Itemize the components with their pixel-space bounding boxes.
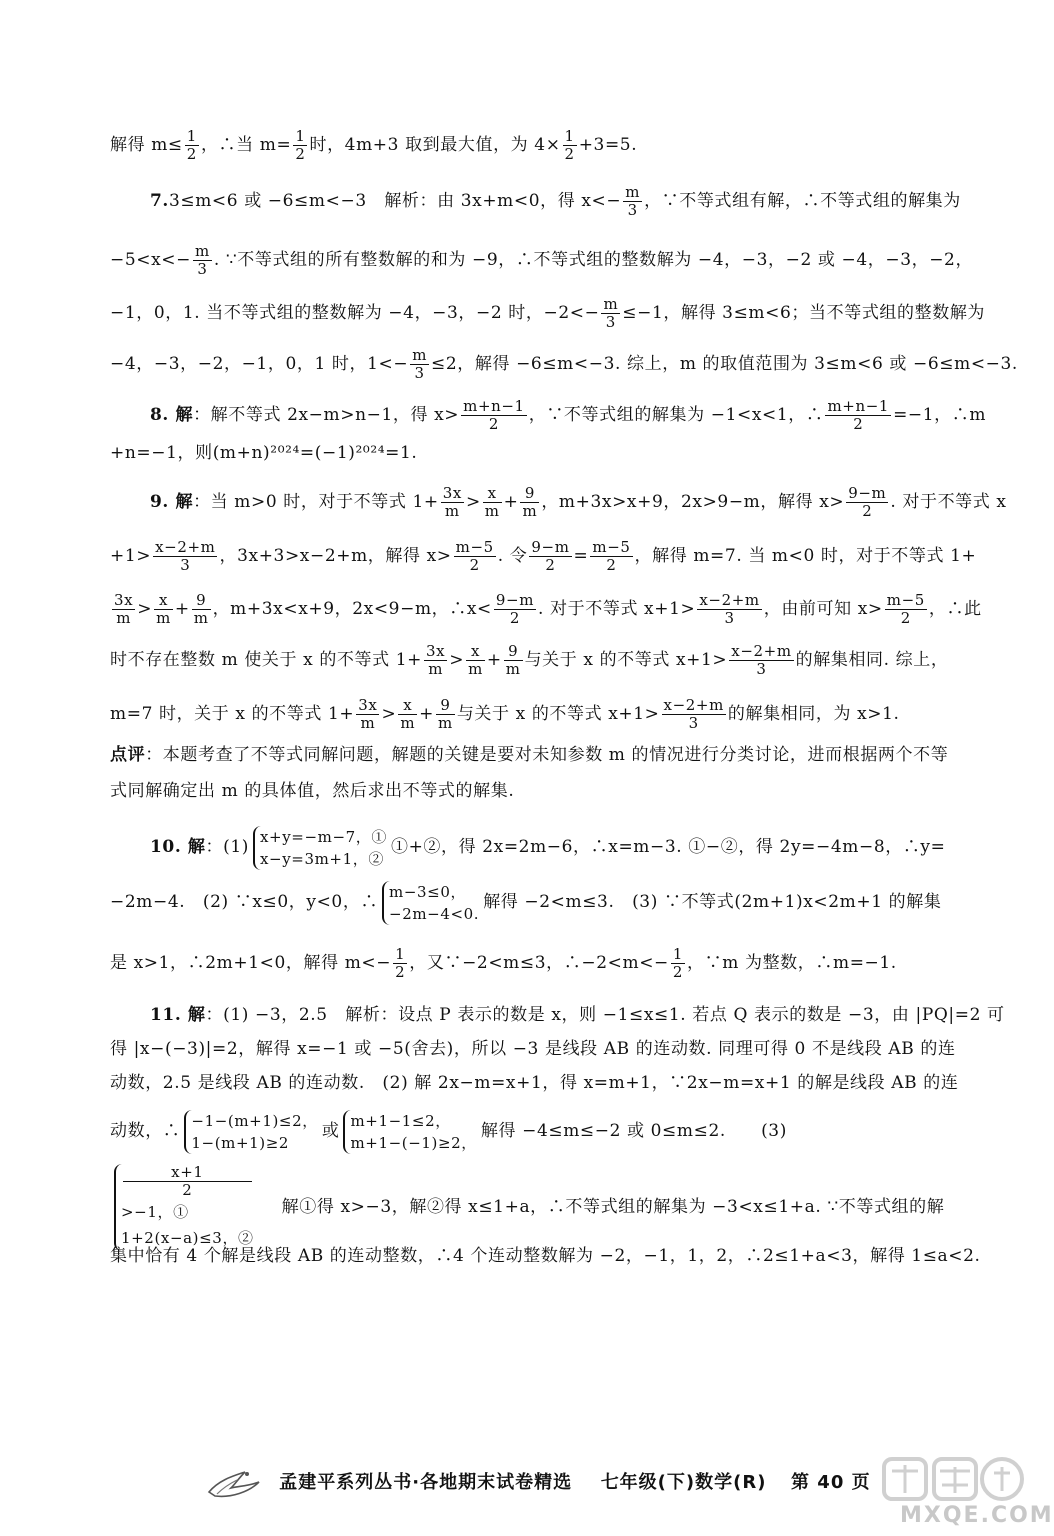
equation-system: [253, 826, 387, 870]
text: ，3x+3>x−2+m，解得 x>: [219, 546, 452, 566]
fraction: [590, 539, 632, 574]
denominator: 2: [295, 145, 306, 163]
problem-11-line-5: [110, 1163, 972, 1247]
watermark-text: MXQE.COM: [900, 1503, 1054, 1528]
text: ①+②，得 2x=2m−6，∴x=m−3. ①−②，得 2y=−4m−8，∴y=: [390, 837, 946, 857]
text: ，∵不等式组的解集为 −1<x<1，∴: [528, 405, 824, 425]
text: 解得 m≤: [110, 135, 183, 155]
comment-line-1: [110, 742, 972, 768]
numerator: m−5: [455, 538, 494, 556]
numerator: 1: [186, 127, 197, 145]
page-number: 第 40 页: [791, 1472, 871, 1493]
denominator: 2: [564, 145, 575, 163]
problem-10-line-2: [110, 875, 972, 929]
denominator: 2: [182, 1181, 193, 1199]
grade-subject: 七年级(下)数学(R): [600, 1472, 767, 1493]
fraction: [623, 184, 642, 219]
text: 动数，∴: [110, 1121, 181, 1141]
text: ，m+3x<x+9，2x<9−m，∴x<: [212, 599, 492, 619]
denominator: 3: [180, 556, 191, 574]
text: 与关于 x 的不等式 x+1>: [456, 704, 660, 724]
problem-10-line-3: [110, 946, 972, 981]
text: ：解不等式 2x−m>n−1，得 x>: [193, 405, 460, 425]
denominator: 2: [469, 556, 480, 574]
denominator: m: [116, 609, 132, 627]
inequality: −1−(m+1)≤2，: [191, 1111, 318, 1130]
denominator: 3: [627, 201, 638, 219]
numerator: x: [466, 643, 485, 661]
numerator: x: [398, 697, 417, 715]
denominator: m: [468, 660, 483, 678]
text: 解得 −2<m≤3. (3) ∵不等式(2m+1)x<2m+1 的解集: [483, 892, 942, 912]
text: ：(1): [205, 837, 249, 857]
inequality: −2m−4<0.: [389, 904, 480, 923]
numerator: m: [603, 295, 619, 313]
fraction: [436, 697, 455, 732]
text: ：当 m>0 时，对于不等式 1+: [193, 492, 439, 512]
problem-11-line-3: [110, 1070, 972, 1096]
numerator: x: [154, 592, 173, 610]
numerator: 9: [192, 592, 211, 610]
text: ：(1) −3，2.5 解析：设点 P 表示的数是 x，则 −1≤x≤1. 若点 Q 表示的数是 −3，由 |PQ|=2 可: [205, 1005, 1005, 1025]
denominator: 3: [756, 660, 767, 678]
numerator: 3x: [426, 642, 446, 660]
fraction: [424, 643, 447, 678]
problem-9-line-3: $\frac{3x}{m}$ > $\frac{x}{m}$ + $\frac{9}{m}$ ，m+3x<x+9，2x<9−m，∴x< $\frac{9-m}{2}$ . 对于不等式 x+1> $\frac{x-2+m}{3}$ ，由前可知 x> $\frac{m-5}{2}$ ，∴此: [114, 591, 982, 627]
numerator: m: [625, 183, 641, 201]
fraction: [123, 1164, 252, 1199]
problem-11-line-1: [150, 1002, 1005, 1028]
book-series-title: 孟建平系列丛书·各地期末试卷精选: [279, 1472, 573, 1493]
numerator: m: [412, 346, 428, 364]
fraction: [112, 592, 135, 627]
denominator: m: [444, 502, 460, 520]
numerator: 1: [672, 945, 684, 963]
fraction: [697, 592, 761, 627]
fraction: [410, 347, 429, 382]
text: ：本题考查了不等式同解问题，解题的关键是要对未知参数 m 的情况进行分类讨论，进而根据两个不等: [145, 745, 949, 765]
text: ，m+3x>x+9，2x>9−m，解得 x>: [541, 492, 845, 512]
problem-11-line-4: [110, 1104, 972, 1158]
text: 动数，2.5 是线段 AB 的连动数. (2) 解 2x−m=x+1，得 x=m+1，∵2x−m=x+1 的解是线段 AB 的连: [110, 1073, 959, 1093]
text: −2m−4. (2) ∵x≤0，y<0，∴: [110, 892, 379, 912]
text: 解①得 x>−3，解②得 x≤1+a，∴不等式组的解集为 −3<x≤1+a. ∵不等式组的解: [281, 1197, 945, 1217]
inequality-system: [114, 1164, 254, 1251]
inequality: 1−(m+1)≥2: [191, 1133, 290, 1152]
text: +1>: [110, 546, 152, 566]
numerator: m: [194, 242, 210, 260]
problem-7-line-4: [110, 346, 1018, 382]
text: 或: [321, 1121, 340, 1141]
equation: x−y=3m+1，②: [259, 849, 384, 868]
denominator: 2: [186, 145, 197, 163]
text: 解得 −4≤m≤−2 或 0≤m≤2. (3): [480, 1121, 787, 1141]
text: . 对于不等式 x: [890, 492, 1007, 512]
numerator: m+n−1: [827, 397, 890, 415]
fraction: [466, 643, 485, 678]
inequality-system: [343, 1110, 476, 1154]
problem-7-line-1: [150, 184, 972, 219]
text-line: [110, 128, 972, 163]
text: 是 x>1，∴2m+1<0，解得 m<−: [110, 953, 392, 973]
text: 与关于 x 的不等式 x+1>: [524, 650, 728, 670]
fraction: [504, 643, 523, 678]
numerator: x: [483, 485, 502, 503]
text: −5<x<−: [110, 250, 191, 270]
denominator: m: [193, 609, 209, 627]
fraction: [193, 243, 212, 278]
text: 得 |x−(−3)|=2，解得 x=−1 或 −5(舍去)，所以 −3 是线段 AB 的连动数. 同理可得 0 不是线段 AB 的连: [110, 1039, 956, 1059]
fraction: [185, 128, 199, 163]
inequality-system: [184, 1110, 317, 1154]
numerator: 1: [395, 945, 406, 963]
text: +n=−1，则(m+n)²⁰²⁴=(−1)²⁰²⁴=1.: [110, 443, 418, 463]
text: m=7 时，关于 x 的不等式 1+: [110, 704, 355, 724]
problem-8-line-1: [150, 397, 987, 433]
denominator: 2: [672, 963, 684, 981]
fraction: [454, 539, 496, 574]
text: −1，0，1. 当不等式组的整数解为 −4，−3，−2 时，−2<−: [110, 303, 600, 323]
denominator: 2: [606, 556, 617, 574]
numerator: m+n−1: [463, 397, 525, 415]
text: ≤−1，解得 3≤m<6；当不等式组的整数解为: [622, 303, 986, 323]
numerator: m−5: [592, 538, 631, 556]
denominator: 2: [853, 415, 864, 433]
problem-number: 10. 解: [150, 837, 206, 857]
fraction: [393, 946, 407, 981]
problem-number: 7.: [150, 191, 169, 211]
text: . 令: [497, 546, 528, 566]
numerator: 9: [520, 485, 539, 503]
denominator: m: [360, 714, 376, 732]
inequality: 1+2(x−a)≤3，②: [121, 1229, 254, 1247]
fraction: [885, 592, 927, 627]
text: ，由前可知 x>: [763, 599, 883, 619]
problem-9-line-1: 9. 解：当 m>0 时，对于不等式 1+ $\frac{3x}{m}$ > $\frac{x}{m}$ + $\frac{9}{m}$ ，m+3x>x+9，2x>9−m，解得 x> $\frac{9-m}{2}$ . 对于不等式 x: [150, 484, 1007, 520]
text: ≤2，解得 −6≤m<−3. 综上，m 的取值范围为 3≤m<6 或 −6≤m<−3.: [431, 354, 1018, 374]
inequality: m−3≤0，: [389, 882, 467, 901]
inequality-system: [382, 881, 479, 925]
comment-label: 点评: [110, 745, 146, 765]
numerator: 9: [504, 643, 523, 661]
denominator: 2: [545, 556, 556, 574]
numerator: 3x: [358, 696, 378, 714]
text: =−1，∴m: [893, 405, 987, 425]
numerator: x+1: [123, 1164, 252, 1182]
text: +3=5.: [578, 135, 638, 155]
fraction: [529, 539, 571, 574]
equation: x+y=−m−7，①: [259, 827, 387, 846]
text: 式同解确定出 m 的具体值，然后求出不等式的解集.: [110, 781, 515, 801]
numerator: x−2+m: [731, 642, 792, 660]
denominator: m: [438, 714, 453, 732]
denominator: 3: [197, 260, 208, 278]
problem-number: 9. 解: [150, 492, 194, 512]
fraction: [154, 592, 173, 627]
fraction: [153, 539, 217, 574]
text: ，∴当 m=: [200, 135, 292, 155]
fraction: [825, 398, 891, 433]
denominator: m: [522, 502, 538, 520]
fraction: [461, 398, 527, 433]
fraction: [192, 592, 211, 627]
denominator: 2: [395, 963, 406, 981]
numerator: 1: [295, 127, 306, 145]
problem-9-line-4: 时不存在整数 m 使关于 x 的不等式 1+ $\frac{3x}{m}$ > $\frac{x}{m}$ + $\frac{9}{m}$ 与关于 x 的不等式 x+1> $\frac{x-2+m}{3}$ 的解集相同. 综上，: [110, 642, 949, 678]
fraction: [441, 485, 464, 520]
text: ，∵不等式组有解，∴不等式组的解集为: [644, 191, 961, 211]
fraction: [671, 946, 685, 981]
denominator: 2: [862, 502, 873, 520]
problem-9-line-2: +1> $\frac{x-2+m}{3}$ ，3x+3>x−2+m，解得 x> $\frac{m-5}{2}$ . 令 $\frac{9-m}{2}$ = $\frac{m-5}{2}$ ，解得 m=7. 当 m<0 时，对于不等式 1+: [110, 538, 977, 574]
denominator: 2: [488, 415, 499, 433]
denominator: 3: [414, 364, 425, 382]
numerator: 9−m: [495, 591, 535, 609]
text: ，∵m 为整数，∴m=−1.: [687, 953, 897, 973]
denominator: 3: [724, 609, 735, 627]
inequality: [121, 1164, 254, 1225]
fraction: [563, 128, 577, 163]
denominator: 3: [688, 714, 699, 732]
fraction: [356, 697, 379, 732]
text: >−1，①: [121, 1203, 189, 1221]
denominator: m: [428, 660, 444, 678]
numerator: 9: [436, 697, 455, 715]
problem-10-line-1: [150, 820, 972, 874]
fraction: [293, 128, 307, 163]
fraction: [483, 485, 502, 520]
text: ，又∵−2<m≤3，∴−2<m<−: [409, 953, 669, 973]
problem-9-line-5: m=7 时，关于 x 的不等式 1+ $\frac{3x}{m}$ > $\frac{x}{m}$ + $\frac{9}{m}$ 与关于 x 的不等式 x+1> $\frac{x-2+m}{3}$ 的解集相同，为 x>1.: [110, 696, 900, 732]
page-footer: [200, 1463, 960, 1503]
problem-number: 11. 解: [150, 1005, 206, 1025]
fraction: [846, 485, 888, 520]
denominator: 2: [509, 609, 521, 627]
numerator: 1: [564, 127, 575, 145]
fraction: [398, 697, 417, 732]
denominator: 2: [900, 609, 911, 627]
text: 3≤m<6 或 −6≤m<−3 解析：由 3x+m<0，得 x<−: [168, 191, 622, 211]
text: −4，−3，−2，−1，0，1 时，1<−: [110, 354, 409, 374]
fraction: [601, 296, 620, 331]
text: . ∵不等式组的所有整数解的和为 −9，∴不等式组的整数解为 −4，−3，−2 或 −4，−3，−2，: [213, 250, 974, 270]
text: . 对于不等式 x+1>: [538, 599, 696, 619]
problem-number: 8. 解: [150, 405, 194, 425]
text: 的解集相同，为 x>1.: [727, 704, 900, 724]
problem-7-line-3: [110, 295, 986, 331]
comment-line-2: [110, 778, 972, 804]
text: 时不存在整数 m 使关于 x 的不等式 1+: [110, 650, 422, 670]
numerator: 3x: [114, 591, 134, 609]
problem-11-line-6: [110, 1243, 981, 1269]
numerator: x−2+m: [155, 538, 216, 556]
inequality: m+1−1≤2，: [350, 1111, 451, 1130]
text: ，解得 m=7. 当 m<0 时，对于不等式 1+: [634, 546, 977, 566]
numerator: 9−m: [848, 484, 887, 502]
denominator: m: [156, 609, 171, 627]
text: 集中恰有 4 个解是线段 AB 的连动整数，∴4 个连动整数解为 −2，−1，1，2，∴2≤1+a<3，解得 1≤a<2.: [110, 1246, 981, 1266]
numerator: 3x: [442, 484, 462, 502]
denominator: 3: [605, 313, 616, 331]
problem-11-line-2: [110, 1036, 972, 1062]
denominator: m: [484, 502, 500, 520]
inequality: m+1−(−1)≥2，: [350, 1133, 477, 1152]
numerator: m−5: [886, 591, 925, 609]
fraction: [520, 485, 539, 520]
problem-7-line-2: [110, 243, 972, 278]
fraction: [729, 643, 793, 678]
fraction: [494, 592, 536, 627]
text: 的解集相同. 综上，: [795, 650, 949, 670]
denominator: m: [505, 660, 521, 678]
numerator: 9−m: [531, 538, 570, 556]
fraction: [662, 697, 726, 732]
text: 时，4m+3 取到最大值，为 4×: [309, 135, 561, 155]
text: ，∴此: [928, 599, 982, 619]
denominator: m: [400, 714, 416, 732]
numerator: x−2+m: [663, 696, 724, 714]
numerator: x−2+m: [699, 591, 760, 609]
problem-8-line-2: [110, 440, 972, 466]
